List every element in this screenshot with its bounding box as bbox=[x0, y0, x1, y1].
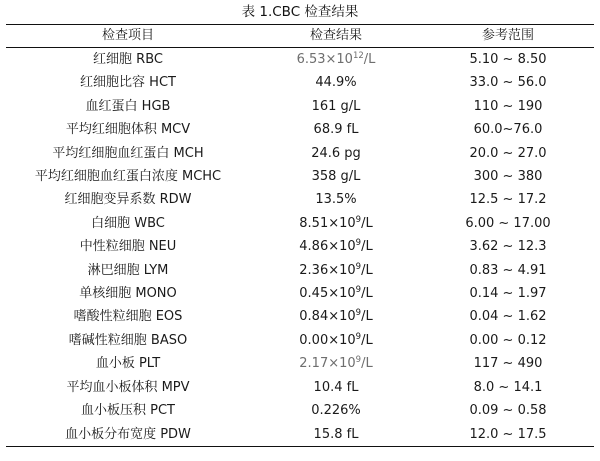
cell-item: 红细胞 RBC bbox=[93, 52, 163, 67]
cell-result bbox=[250, 188, 422, 211]
cell-item: 平均红细胞血红蛋白 MCH bbox=[52, 145, 204, 161]
cell-item: 红细胞变异系数 RDW bbox=[64, 192, 192, 208]
table-row bbox=[6, 305, 594, 328]
result-exponent: 9 bbox=[355, 308, 362, 319]
cbc-results-table bbox=[6, 24, 594, 447]
result-value: 0.45×10 bbox=[299, 286, 356, 302]
cell-reference-range: 0.09 ~ 0.58 bbox=[469, 403, 547, 419]
table-row bbox=[6, 423, 594, 447]
result-unit: /L bbox=[361, 239, 373, 255]
header-range: 参考范围 bbox=[422, 25, 594, 48]
cell-reference-range: 110 ~ 190 bbox=[473, 98, 543, 114]
cell-reference-range: 12.5 ~ 17.2 bbox=[469, 192, 547, 208]
cell-reference-range: 3.62 ~ 12.3 bbox=[469, 239, 547, 255]
cell-result bbox=[250, 48, 422, 72]
cell-reference-range: 8.0 ~ 14.1 bbox=[473, 379, 543, 395]
result-exponent: 12 bbox=[352, 51, 364, 61]
cell-reference-range: 0.00 ~ 0.12 bbox=[469, 332, 547, 348]
result-exponent: 9 bbox=[355, 285, 362, 296]
table-row bbox=[6, 165, 594, 188]
cell-item: 嗜酸性粒细胞 EOS bbox=[73, 309, 183, 325]
cell-reference-range: 20.0 ~ 27.0 bbox=[469, 145, 547, 161]
cell-reference-range: 12.0 ~ 17.5 bbox=[422, 423, 594, 447]
cell-result bbox=[250, 329, 422, 352]
table-row bbox=[6, 118, 594, 141]
result-exponent: 9 bbox=[355, 355, 362, 366]
cell-result bbox=[250, 352, 422, 375]
result-exponent: 9 bbox=[355, 261, 362, 272]
result-unit: /L bbox=[361, 309, 373, 325]
result-value: 2.17×10 bbox=[299, 356, 356, 372]
result-value: 0.84×10 bbox=[299, 309, 356, 325]
result-value: 10.4 fL bbox=[313, 379, 359, 395]
result-value: 0.226% bbox=[311, 403, 361, 419]
table-row bbox=[6, 95, 594, 118]
table-row bbox=[6, 259, 594, 282]
cell-reference-range: 0.14 ~ 1.97 bbox=[469, 286, 547, 302]
result-value: 15.8 fL bbox=[313, 426, 359, 442]
result-exponent: 9 bbox=[355, 214, 362, 225]
result-unit: /L bbox=[361, 262, 373, 278]
cell-result bbox=[250, 259, 422, 282]
result-value: 8.51×10 bbox=[299, 215, 356, 231]
table-row bbox=[6, 48, 594, 72]
cell-result bbox=[250, 142, 422, 165]
cell-result bbox=[250, 235, 422, 258]
cell-item: 单核细胞 MONO bbox=[79, 286, 177, 302]
cell-item: 血小板分布宽度 PDW bbox=[6, 423, 250, 447]
result-unit: /L bbox=[361, 215, 373, 231]
result-unit: /L bbox=[361, 286, 373, 302]
table-row bbox=[6, 212, 594, 235]
cell-result bbox=[250, 71, 422, 94]
table-row bbox=[6, 188, 594, 211]
cell-item: 嗜碱性粒细胞 BASO bbox=[68, 332, 188, 348]
result-value: 13.5% bbox=[315, 192, 357, 208]
cell-reference-range: 5.10 ~ 8.50 bbox=[469, 52, 547, 67]
cell-reference-range: 6.00 ~ 17.00 bbox=[465, 215, 551, 231]
cell-result bbox=[250, 305, 422, 328]
result-exponent: 9 bbox=[355, 238, 362, 249]
table-caption: 表 1.CBC 检查结果 bbox=[241, 4, 359, 20]
cell-reference-range: 300 ~ 380 bbox=[473, 169, 543, 185]
table-row bbox=[6, 376, 594, 399]
result-value: 161 g/L bbox=[311, 98, 361, 114]
result-unit: /L bbox=[361, 332, 373, 348]
table-row bbox=[6, 399, 594, 422]
header-result: 检查结果 bbox=[250, 25, 422, 48]
cell-reference-range: 33.0 ~ 56.0 bbox=[469, 75, 547, 91]
cell-reference-range: 0.04 ~ 1.62 bbox=[469, 309, 547, 325]
cell-item: 血小板压积 PCT bbox=[81, 403, 175, 419]
result-value: 4.86×10 bbox=[299, 239, 356, 255]
result-value: 0.00×10 bbox=[299, 332, 356, 348]
result-value: 2.36×10 bbox=[299, 262, 356, 278]
cell-item: 血红蛋白 HGB bbox=[85, 98, 171, 114]
result-value: 68.9 fL bbox=[313, 122, 359, 138]
cell-item: 平均红细胞体积 MCV bbox=[65, 122, 191, 138]
cell-result bbox=[250, 118, 422, 141]
result-value: 6.53×10 bbox=[296, 52, 353, 67]
cell-item: 淋巴细胞 LYM bbox=[87, 262, 169, 278]
cell-item: 平均血小板体积 MPV bbox=[66, 379, 190, 395]
header-item: 检查项目 bbox=[6, 25, 250, 48]
cell-result bbox=[250, 376, 422, 399]
cell-result bbox=[250, 399, 422, 422]
table-row bbox=[6, 142, 594, 165]
result-value: 358 g/L bbox=[311, 169, 361, 185]
table-header-row bbox=[6, 25, 594, 48]
cell-reference-range: 60.0~76.0 bbox=[473, 122, 543, 138]
cell-item: 平均红细胞血红蛋白浓度 MCHC bbox=[34, 169, 222, 185]
result-unit: /L bbox=[361, 356, 373, 372]
cell-result bbox=[250, 95, 422, 118]
cell-item: 红细胞比容 HCT bbox=[80, 75, 176, 91]
cell-item: 中性粒细胞 NEU bbox=[79, 239, 177, 255]
cell-result bbox=[250, 423, 422, 447]
result-exponent: 9 bbox=[355, 331, 362, 342]
cell-result bbox=[250, 165, 422, 188]
result-unit: /L bbox=[363, 52, 376, 67]
cell-reference-range: 0.83 ~ 4.91 bbox=[469, 262, 547, 278]
result-value: 24.6 pg bbox=[311, 145, 361, 161]
table-row bbox=[6, 352, 594, 375]
cell-item: 血小板 PLT bbox=[95, 356, 161, 372]
cell-reference-range: 117 ~ 490 bbox=[473, 356, 543, 372]
table-row bbox=[6, 282, 594, 305]
cell-result bbox=[250, 282, 422, 305]
table-body bbox=[6, 48, 594, 447]
table-row bbox=[6, 329, 594, 352]
result-value: 44.9% bbox=[315, 75, 357, 91]
cell-item: 白细胞 WBC bbox=[91, 215, 165, 231]
cell-result bbox=[250, 212, 422, 235]
table-row bbox=[6, 71, 594, 94]
table-row bbox=[6, 235, 594, 258]
